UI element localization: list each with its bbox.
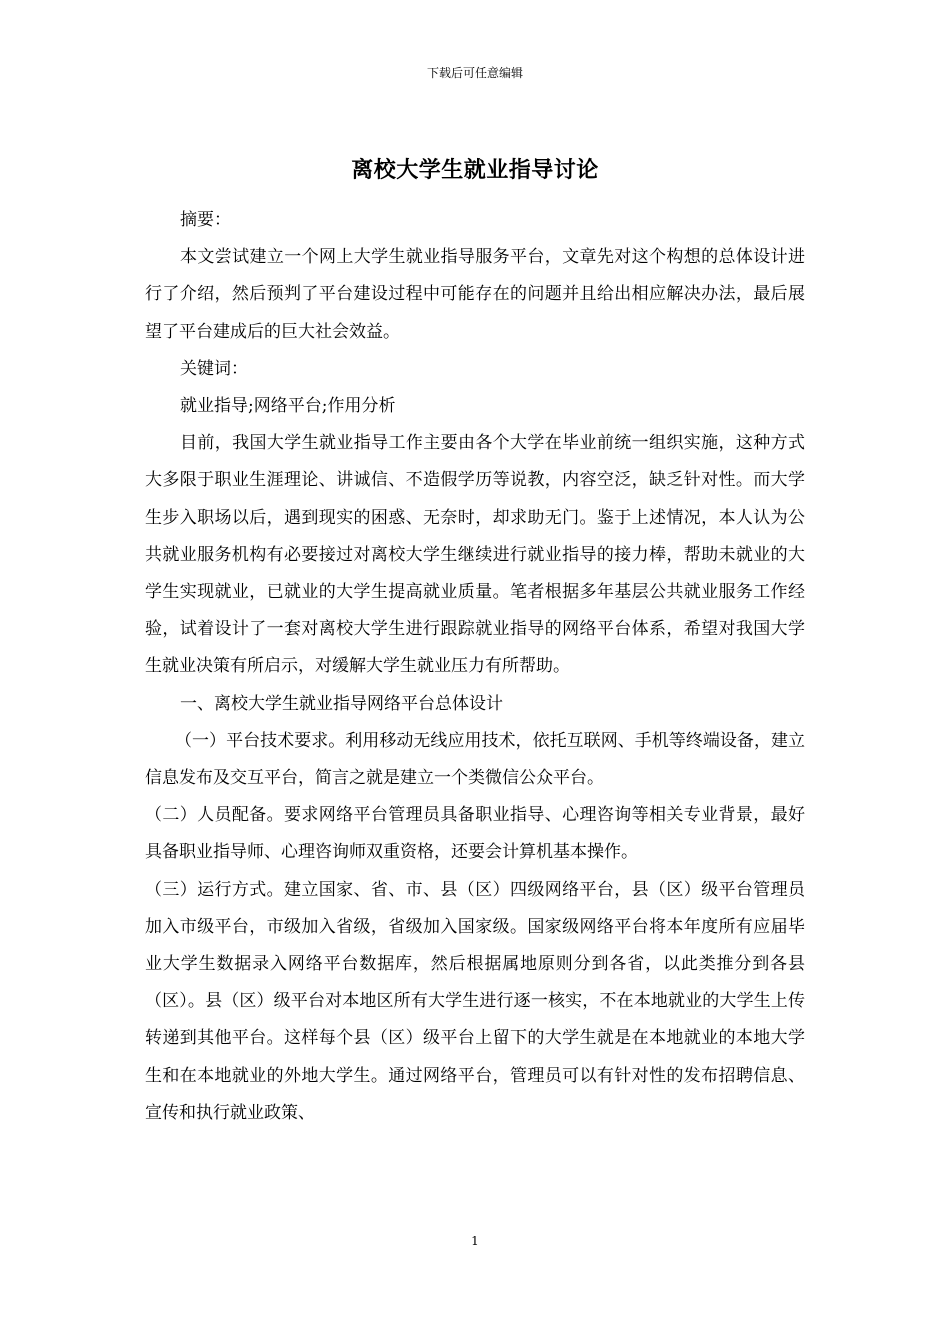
document-title: 离校大学生就业指导讨论	[351, 157, 599, 183]
subsection-3-paragraph: （三）运行方式。建立国家、省、市、县（区）四级网络平台，县（区）级平台管理员加入市级平台，市级加入省级，省级加入国家级。国家级网络平台将本年度所有应届毕业大学生数据录入网络平台数据库，然后根据属地原则分到各省，以此类推分到各县（区）。县（区）级平台对本地区所有大学生进行逐一核实，不在本地就业的大学生上传转递到其他平台。这样每个县（区）级平台上留下的大学生就是在本地就业的本地大学生和在本地就业的外地大学生。通过网络平台，管理员可以有针对性的发布招聘信息、宣传和执行就业政策、	[145, 879, 805, 1123]
keywords-text: 就业指导;网络平台;作用分析	[180, 396, 396, 417]
page-number: 1	[471, 1234, 479, 1248]
subsection-1-paragraph: （一）平台技术要求。利用移动无线应用技术，依托互联网、手机等终端设备，建立信息发布及交互平台，简言之就是建立一个类微信公众平台。	[145, 730, 805, 789]
abstract-text: 本文尝试建立一个网上大学生就业指导服务平台，文章先对这个构想的总体设计进行了介绍，然后预判了平台建设过程中可能存在的问题并且给出相应解决办法，最后展望了平台建成后的巨大社会效益。	[145, 247, 805, 342]
page-header-note: 下载后可任意编辑	[426, 66, 523, 80]
intro-paragraph: 目前，我国大学生就业指导工作主要由各个大学在毕业前统一组织实施，这种方式大多限于职业生涯理论、讲诚信、不造假学历等说教，内容空泛，缺乏针对性。而大学生步入职场以后，遇到现实的困惑、无奈时，却求助无门。鉴于上述情况，本人认为公共就业服务机构有必要接过对离校大学生继续进行就业指导的接力棒，帮助未就业的大学生实现就业，已就业的大学生提高就业质量。笔者根据多年基层公共就业服务工作经验，试着设计了一套对离校大学生进行跟踪就业指导的网络平台体系，希望对我国大学生就业决策有所启示，对缓解大学生就业压力有所帮助。	[145, 433, 805, 677]
abstract-heading: 摘要：	[180, 210, 231, 230]
document-body	[145, 202, 805, 1132]
subsection-2-paragraph: （二）人员配备。要求网络平台管理员具备职业指导、心理咨询等相关专业背景，最好具备职业指导师、心理咨询师双重资格，还要会计算机基本操作。	[145, 805, 805, 863]
section-heading-1: 一、离校大学生就业指导网络平台总体设计	[180, 693, 503, 714]
keywords-heading: 关键词：	[180, 358, 248, 379]
